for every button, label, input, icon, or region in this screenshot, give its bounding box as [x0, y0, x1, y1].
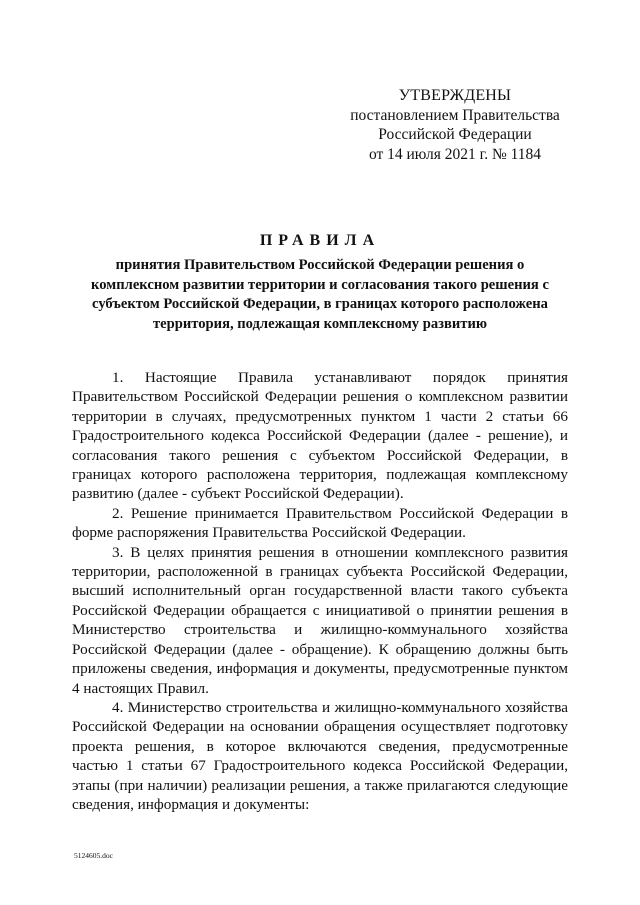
paragraph-4: 4. Министерство строительства и жилищно-коммунального хозяйства Российской Федерации на основании обращения осуществляет подготовку проекта решения, в которое включаются сведения, предусмотренные частью 1 статьи 67 Градостроительного кодекса Российской Федерации, этапы (при наличии) реализации решения, а также прилагаются следующие сведения, информация и документы: [72, 698, 568, 813]
approval-line-2: Российской Федерации [378, 126, 532, 143]
paragraph-2: 2. Решение принимается Правительством Российской Федерации в форме распоряжения Правительства Российской Федерации. [72, 504, 568, 542]
footer-file-code: 5124605.doc [74, 851, 113, 860]
approval-stamp [340, 86, 570, 164]
document-body [72, 368, 568, 814]
paragraph-1: 1. Настоящие Правила устанавливают порядок принятия Правительством Российской Федерации решения о комплексном развитии территории в случаях, предусмотренных пунктом 1 части 2 статьи 66 Градостроительного кодекса Российской Федерации (далее - решение), и согласования такого решения с субъектом Российской Федерации, в границах которого расположена территория, подлежащая комплексному развитию (далее - субъект Российской Федерации). [72, 369, 568, 503]
approval-line-1: постановлением Правительства [350, 106, 560, 124]
document-subtitle: принятия Правительством Российской Федерации решения о комплексном развитии территории и согласования такого решения с субъектом Российской Федерации, в границах которого расположена территория, подлежащая комплексному развитию [91, 257, 549, 332]
title-block [72, 230, 568, 334]
approval-line-3: от 14 июля 2021 г. № 1184 [368, 145, 542, 163]
approved-heading: УТВЕРЖДЕНЫ [398, 87, 512, 104]
paragraph-3: 3. В целях принятия решения в отношении комплексного развития территории, расположенной в границах субъекта Российской Федерации, высший исполнительный орган государственной власти такого субъекта Российской Федерации обращается с инициативой о принятии решения в Министерство строительства и жилищно-коммунального хозяйства Российской Федерации (далее - обращение). К обращению должны быть приложены сведения, информация и документы, предусмотренные пунктом 4 настоящих Правил. [72, 543, 568, 697]
document-title: ПРАВИЛА [259, 232, 381, 249]
